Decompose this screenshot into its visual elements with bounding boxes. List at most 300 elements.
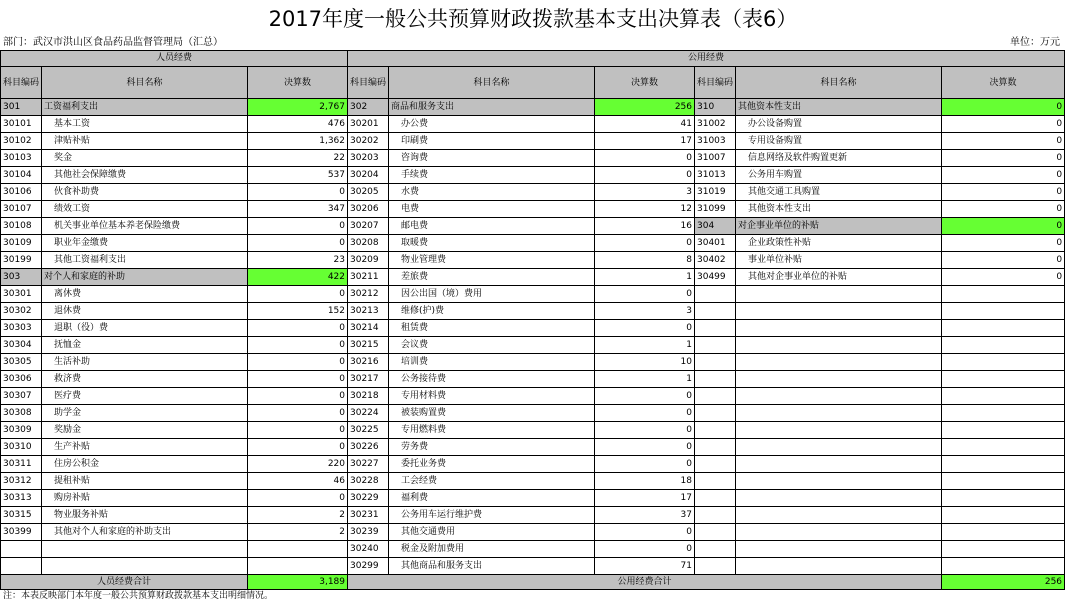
- public-name-cell: 维修(护)费: [389, 303, 595, 320]
- public-code-cell: 30205: [348, 184, 389, 201]
- footnote: 注：本表反映部门本年度一般公共预算财政拨款基本支出明细情况。: [3, 591, 274, 601]
- personnel-code-cell: 303: [1, 269, 42, 286]
- public-code-cell: 30231: [348, 507, 389, 524]
- budget-table: [0, 50, 1065, 590]
- capital-name-cell: [736, 303, 942, 320]
- capital-amount-cell: 0: [942, 133, 1065, 150]
- personnel-amount-cell: 0: [248, 184, 348, 201]
- public-amount-cell: 1: [595, 269, 695, 286]
- col-header-amount: 决算数: [595, 67, 695, 99]
- public-name-cell: 劳务费: [389, 439, 595, 456]
- capital-code-cell: [695, 422, 736, 439]
- capital-amount-cell: 0: [942, 167, 1065, 184]
- capital-amount-cell: [942, 303, 1065, 320]
- table-row: [1, 303, 1065, 320]
- personnel-name-cell: 住房公积金: [42, 456, 248, 473]
- capital-name-cell: [736, 354, 942, 371]
- personnel-name-cell: 机关事业单位基本养老保险缴费: [42, 218, 248, 235]
- capital-code-cell: 310: [695, 99, 736, 116]
- table-row: [1, 439, 1065, 456]
- capital-name-cell: [736, 388, 942, 405]
- public-code-cell: 30209: [348, 252, 389, 269]
- personnel-total-label: 人员经费合计: [1, 575, 248, 590]
- col-header-amount: 决算数: [248, 67, 348, 99]
- table-row: [1, 473, 1065, 490]
- personnel-code-cell: 30302: [1, 303, 42, 320]
- public-amount-cell: 71: [595, 558, 695, 575]
- table-row: [1, 167, 1065, 184]
- capital-name-cell: 其他资本性支出: [736, 201, 942, 218]
- personnel-name-cell: 其他社会保障缴费: [42, 167, 248, 184]
- personnel-code-cell: 30107: [1, 201, 42, 218]
- capital-amount-cell: [942, 405, 1065, 422]
- public-code-cell: 30207: [348, 218, 389, 235]
- public-amount-cell: 10: [595, 354, 695, 371]
- capital-code-cell: 31003: [695, 133, 736, 150]
- capital-name-cell: [736, 507, 942, 524]
- personnel-name-cell: 生产补贴: [42, 439, 248, 456]
- table-row: [1, 269, 1065, 286]
- public-amount-cell: 3: [595, 303, 695, 320]
- capital-code-cell: [695, 439, 736, 456]
- table-row: [1, 354, 1065, 371]
- capital-name-cell: 其他对企事业单位的补贴: [736, 269, 942, 286]
- personnel-amount-cell: 220: [248, 456, 348, 473]
- capital-code-cell: [695, 507, 736, 524]
- personnel-code-cell: 30103: [1, 150, 42, 167]
- table-row: [1, 133, 1065, 150]
- public-amount-cell: 16: [595, 218, 695, 235]
- table-row: [1, 218, 1065, 235]
- capital-name-cell: [736, 524, 942, 541]
- personnel-code-cell: 30303: [1, 320, 42, 337]
- table-row: [1, 337, 1065, 354]
- capital-name-cell: [736, 371, 942, 388]
- public-name-cell: 其他商品和服务支出: [389, 558, 595, 575]
- public-amount-cell: 0: [595, 405, 695, 422]
- capital-name-cell: 专用设备购置: [736, 133, 942, 150]
- personnel-code-cell: 30311: [1, 456, 42, 473]
- personnel-amount-cell: 0: [248, 371, 348, 388]
- capital-code-cell: [695, 405, 736, 422]
- public-code-cell: 30215: [348, 337, 389, 354]
- public-code-cell: 30228: [348, 473, 389, 490]
- capital-amount-cell: [942, 507, 1065, 524]
- capital-name-cell: [736, 541, 942, 558]
- personnel-code-cell: 30109: [1, 235, 42, 252]
- capital-amount-cell: 0: [942, 99, 1065, 116]
- personnel-name-cell: 其他对个人和家庭的补助支出: [42, 524, 248, 541]
- table-row: [1, 286, 1065, 303]
- personnel-code-cell: 30101: [1, 116, 42, 133]
- column-header-row: [1, 67, 1065, 99]
- personnel-code-cell: 30305: [1, 354, 42, 371]
- public-name-cell: 公务用车运行维护费: [389, 507, 595, 524]
- personnel-amount-cell: 46: [248, 473, 348, 490]
- public-name-cell: 水费: [389, 184, 595, 201]
- personnel-name-cell: [42, 558, 248, 575]
- personnel-name-cell: 救济费: [42, 371, 248, 388]
- capital-amount-cell: [942, 541, 1065, 558]
- public-name-cell: 因公出国（境）费用: [389, 286, 595, 303]
- personnel-code-cell: 30308: [1, 405, 42, 422]
- personnel-code-cell: 30301: [1, 286, 42, 303]
- personnel-amount-cell: 0: [248, 490, 348, 507]
- table-row: [1, 320, 1065, 337]
- personnel-amount-cell: 152: [248, 303, 348, 320]
- public-name-cell: 印刷费: [389, 133, 595, 150]
- col-header-amount: 决算数: [942, 67, 1065, 99]
- personnel-code-cell: 30199: [1, 252, 42, 269]
- table-row: [1, 150, 1065, 167]
- table-row: [1, 558, 1065, 575]
- capital-name-cell: 其他交通工具购置: [736, 184, 942, 201]
- capital-amount-cell: 0: [942, 201, 1065, 218]
- public-name-cell: 邮电费: [389, 218, 595, 235]
- capital-name-cell: [736, 439, 942, 456]
- capital-code-cell: [695, 490, 736, 507]
- capital-code-cell: [695, 354, 736, 371]
- table-row: [1, 507, 1065, 524]
- public-name-cell: 专用材料费: [389, 388, 595, 405]
- category-header-row: [1, 51, 1065, 67]
- public-amount-cell: 12: [595, 201, 695, 218]
- public-amount-cell: 0: [595, 456, 695, 473]
- personnel-code-cell: 30102: [1, 133, 42, 150]
- public-name-cell: 其他交通费用: [389, 524, 595, 541]
- personnel-name-cell: [42, 541, 248, 558]
- public-name-cell: 工会经费: [389, 473, 595, 490]
- public-name-cell: 被装购置费: [389, 405, 595, 422]
- personnel-name-cell: 退职（役）费: [42, 320, 248, 337]
- capital-amount-cell: [942, 422, 1065, 439]
- personnel-name-cell: 奖励金: [42, 422, 248, 439]
- public-code-cell: 30225: [348, 422, 389, 439]
- public-code-cell: 30217: [348, 371, 389, 388]
- public-expense-header: 公用经费: [348, 51, 1065, 67]
- col-header-name: 科目名称: [736, 67, 942, 99]
- public-code-cell: 30299: [348, 558, 389, 575]
- public-amount-cell: 8: [595, 252, 695, 269]
- table-row: [1, 456, 1065, 473]
- public-code-cell: 30213: [348, 303, 389, 320]
- personnel-name-cell: 绩效工资: [42, 201, 248, 218]
- capital-code-cell: [695, 558, 736, 575]
- personnel-amount-cell: 537: [248, 167, 348, 184]
- table-row: [1, 252, 1065, 269]
- capital-amount-cell: [942, 490, 1065, 507]
- capital-amount-cell: [942, 456, 1065, 473]
- public-amount-cell: 0: [595, 320, 695, 337]
- capital-code-cell: [695, 337, 736, 354]
- public-code-cell: 30218: [348, 388, 389, 405]
- table-row: [1, 490, 1065, 507]
- personnel-code-cell: 30315: [1, 507, 42, 524]
- personnel-amount-cell: 2: [248, 507, 348, 524]
- personnel-code-cell: 30313: [1, 490, 42, 507]
- unit-label: 单位：万元: [1010, 37, 1060, 48]
- personnel-amount-cell: [248, 541, 348, 558]
- capital-amount-cell: [942, 320, 1065, 337]
- table-row: [1, 371, 1065, 388]
- capital-amount-cell: 0: [942, 269, 1065, 286]
- public-name-cell: 商品和服务支出: [389, 99, 595, 116]
- personnel-amount-cell: 0: [248, 320, 348, 337]
- capital-name-cell: 办公设备购置: [736, 116, 942, 133]
- capital-code-cell: [695, 388, 736, 405]
- capital-amount-cell: [942, 371, 1065, 388]
- public-code-cell: 30224: [348, 405, 389, 422]
- personnel-name-cell: 伙食补助费: [42, 184, 248, 201]
- personnel-code-cell: 30399: [1, 524, 42, 541]
- capital-code-cell: [695, 320, 736, 337]
- public-code-cell: 30206: [348, 201, 389, 218]
- public-name-cell: 培训费: [389, 354, 595, 371]
- capital-code-cell: 31099: [695, 201, 736, 218]
- capital-amount-cell: 0: [942, 252, 1065, 269]
- personnel-name-cell: 购房补贴: [42, 490, 248, 507]
- public-code-cell: 30214: [348, 320, 389, 337]
- personnel-name-cell: 对个人和家庭的补助: [42, 269, 248, 286]
- public-amount-cell: 17: [595, 490, 695, 507]
- col-header-name: 科目名称: [42, 67, 248, 99]
- table-row: [1, 422, 1065, 439]
- capital-code-cell: 30402: [695, 252, 736, 269]
- capital-amount-cell: [942, 354, 1065, 371]
- public-amount-cell: 0: [595, 524, 695, 541]
- table-row: [1, 235, 1065, 252]
- table-row: [1, 405, 1065, 422]
- capital-code-cell: [695, 456, 736, 473]
- capital-amount-cell: [942, 388, 1065, 405]
- personnel-amount-cell: 0: [248, 388, 348, 405]
- personnel-code-cell: 30104: [1, 167, 42, 184]
- public-amount-cell: 18: [595, 473, 695, 490]
- col-header-code: 科目编码: [348, 67, 389, 99]
- public-code-cell: 30202: [348, 133, 389, 150]
- capital-code-cell: 304: [695, 218, 736, 235]
- capital-amount-cell: 0: [942, 150, 1065, 167]
- personnel-name-cell: 退休费: [42, 303, 248, 320]
- public-name-cell: 物业管理费: [389, 252, 595, 269]
- public-code-cell: 30239: [348, 524, 389, 541]
- public-name-cell: 办公费: [389, 116, 595, 133]
- table-row: [1, 116, 1065, 133]
- personnel-name-cell: 医疗费: [42, 388, 248, 405]
- public-amount-cell: 0: [595, 422, 695, 439]
- col-header-code: 科目编码: [695, 67, 736, 99]
- personnel-code-cell: [1, 541, 42, 558]
- personnel-amount-cell: 0: [248, 422, 348, 439]
- public-code-cell: 30208: [348, 235, 389, 252]
- table-row: [1, 201, 1065, 218]
- personnel-amount-cell: 22: [248, 150, 348, 167]
- capital-code-cell: [695, 524, 736, 541]
- capital-amount-cell: [942, 286, 1065, 303]
- public-name-cell: 会议费: [389, 337, 595, 354]
- public-name-cell: 电费: [389, 201, 595, 218]
- capital-code-cell: 31002: [695, 116, 736, 133]
- public-name-cell: 福利费: [389, 490, 595, 507]
- personnel-name-cell: 津贴补贴: [42, 133, 248, 150]
- public-code-cell: 30212: [348, 286, 389, 303]
- public-name-cell: 手续费: [389, 167, 595, 184]
- personnel-amount-cell: 476: [248, 116, 348, 133]
- capital-amount-cell: 0: [942, 116, 1065, 133]
- capital-amount-cell: [942, 473, 1065, 490]
- personnel-amount-cell: 422: [248, 269, 348, 286]
- personnel-amount-cell: 347: [248, 201, 348, 218]
- capital-amount-cell: [942, 439, 1065, 456]
- public-code-cell: 302: [348, 99, 389, 116]
- capital-code-cell: 30499: [695, 269, 736, 286]
- capital-code-cell: 31019: [695, 184, 736, 201]
- personnel-name-cell: 其他工资福利支出: [42, 252, 248, 269]
- capital-amount-cell: [942, 558, 1065, 575]
- capital-name-cell: [736, 405, 942, 422]
- department-label: 部门：武汉市洪山区食品药品监督管理局（汇总）: [3, 37, 223, 48]
- personnel-amount-cell: 0: [248, 235, 348, 252]
- public-amount-cell: 0: [595, 286, 695, 303]
- personnel-expense-header: 人员经费: [1, 51, 348, 67]
- public-total-value: 256: [942, 575, 1065, 590]
- totals-row: [1, 575, 1065, 590]
- public-name-cell: 公务接待费: [389, 371, 595, 388]
- capital-name-cell: [736, 490, 942, 507]
- personnel-amount-cell: 0: [248, 354, 348, 371]
- capital-code-cell: [695, 286, 736, 303]
- capital-amount-cell: [942, 524, 1065, 541]
- public-code-cell: 30240: [348, 541, 389, 558]
- personnel-amount-cell: 0: [248, 405, 348, 422]
- capital-code-cell: [695, 303, 736, 320]
- capital-code-cell: 30401: [695, 235, 736, 252]
- personnel-code-cell: 30309: [1, 422, 42, 439]
- public-total-label: 公用经费合计: [348, 575, 942, 590]
- public-code-cell: 30229: [348, 490, 389, 507]
- page-title: 2017年度一般公共预算财政拨款基本支出决算表（表6）: [268, 7, 798, 31]
- personnel-code-cell: 30307: [1, 388, 42, 405]
- capital-name-cell: [736, 286, 942, 303]
- capital-name-cell: 企业政策性补贴: [736, 235, 942, 252]
- capital-code-cell: [695, 371, 736, 388]
- public-code-cell: 30216: [348, 354, 389, 371]
- personnel-name-cell: 物业服务补贴: [42, 507, 248, 524]
- personnel-code-cell: 30312: [1, 473, 42, 490]
- public-name-cell: 差旅费: [389, 269, 595, 286]
- public-name-cell: 租赁费: [389, 320, 595, 337]
- public-amount-cell: 3: [595, 184, 695, 201]
- col-header-name: 科目名称: [389, 67, 595, 99]
- personnel-amount-cell: 23: [248, 252, 348, 269]
- capital-name-cell: 事业单位补贴: [736, 252, 942, 269]
- personnel-name-cell: 离休费: [42, 286, 248, 303]
- capital-name-cell: [736, 422, 942, 439]
- personnel-amount-cell: 1,362: [248, 133, 348, 150]
- personnel-name-cell: 助学金: [42, 405, 248, 422]
- capital-name-cell: 其他资本性支出: [736, 99, 942, 116]
- public-code-cell: 30203: [348, 150, 389, 167]
- public-amount-cell: 0: [595, 235, 695, 252]
- personnel-name-cell: 抚恤金: [42, 337, 248, 354]
- personnel-name-cell: 提租补贴: [42, 473, 248, 490]
- public-code-cell: 30227: [348, 456, 389, 473]
- public-amount-cell: 37: [595, 507, 695, 524]
- public-amount-cell: 0: [595, 167, 695, 184]
- capital-name-cell: [736, 558, 942, 575]
- personnel-code-cell: 30304: [1, 337, 42, 354]
- personnel-amount-cell: 2,767: [248, 99, 348, 116]
- capital-code-cell: 31013: [695, 167, 736, 184]
- capital-name-cell: 信息网络及软件购置更新: [736, 150, 942, 167]
- capital-name-cell: [736, 456, 942, 473]
- public-name-cell: 取暖费: [389, 235, 595, 252]
- personnel-name-cell: 基本工资: [42, 116, 248, 133]
- personnel-amount-cell: 0: [248, 218, 348, 235]
- public-amount-cell: 1: [595, 337, 695, 354]
- table-row: [1, 184, 1065, 201]
- table-row: [1, 541, 1065, 558]
- personnel-amount-cell: 0: [248, 286, 348, 303]
- public-code-cell: 30226: [348, 439, 389, 456]
- personnel-code-cell: [1, 558, 42, 575]
- public-name-cell: 委托业务费: [389, 456, 595, 473]
- personnel-name-cell: 工资福利支出: [42, 99, 248, 116]
- personnel-code-cell: 30106: [1, 184, 42, 201]
- public-amount-cell: 0: [595, 439, 695, 456]
- capital-code-cell: [695, 473, 736, 490]
- personnel-total-value: 3,189: [248, 575, 348, 590]
- public-code-cell: 30204: [348, 167, 389, 184]
- public-amount-cell: 0: [595, 388, 695, 405]
- public-code-cell: 30201: [348, 116, 389, 133]
- public-name-cell: 税金及附加费用: [389, 541, 595, 558]
- personnel-name-cell: 职业年金缴费: [42, 235, 248, 252]
- personnel-name-cell: 奖金: [42, 150, 248, 167]
- capital-amount-cell: 0: [942, 235, 1065, 252]
- capital-amount-cell: 0: [942, 218, 1065, 235]
- public-name-cell: 专用燃料费: [389, 422, 595, 439]
- personnel-code-cell: 301: [1, 99, 42, 116]
- public-amount-cell: 41: [595, 116, 695, 133]
- public-name-cell: 咨询费: [389, 150, 595, 167]
- capital-code-cell: 31007: [695, 150, 736, 167]
- public-amount-cell: 0: [595, 541, 695, 558]
- table-row: [1, 524, 1065, 541]
- personnel-code-cell: 30310: [1, 439, 42, 456]
- personnel-code-cell: 30108: [1, 218, 42, 235]
- capital-code-cell: [695, 541, 736, 558]
- capital-name-cell: [736, 473, 942, 490]
- capital-name-cell: [736, 320, 942, 337]
- personnel-name-cell: 生活补助: [42, 354, 248, 371]
- personnel-code-cell: 30306: [1, 371, 42, 388]
- capital-amount-cell: [942, 337, 1065, 354]
- col-header-code: 科目编码: [1, 67, 42, 99]
- table-row: [1, 388, 1065, 405]
- public-amount-cell: 1: [595, 371, 695, 388]
- capital-name-cell: 对企事业单位的补贴: [736, 218, 942, 235]
- capital-name-cell: [736, 337, 942, 354]
- personnel-amount-cell: [248, 558, 348, 575]
- public-amount-cell: 256: [595, 99, 695, 116]
- personnel-amount-cell: 0: [248, 439, 348, 456]
- public-code-cell: 30211: [348, 269, 389, 286]
- personnel-amount-cell: 2: [248, 524, 348, 541]
- public-amount-cell: 17: [595, 133, 695, 150]
- personnel-amount-cell: 0: [248, 337, 348, 354]
- capital-amount-cell: 0: [942, 184, 1065, 201]
